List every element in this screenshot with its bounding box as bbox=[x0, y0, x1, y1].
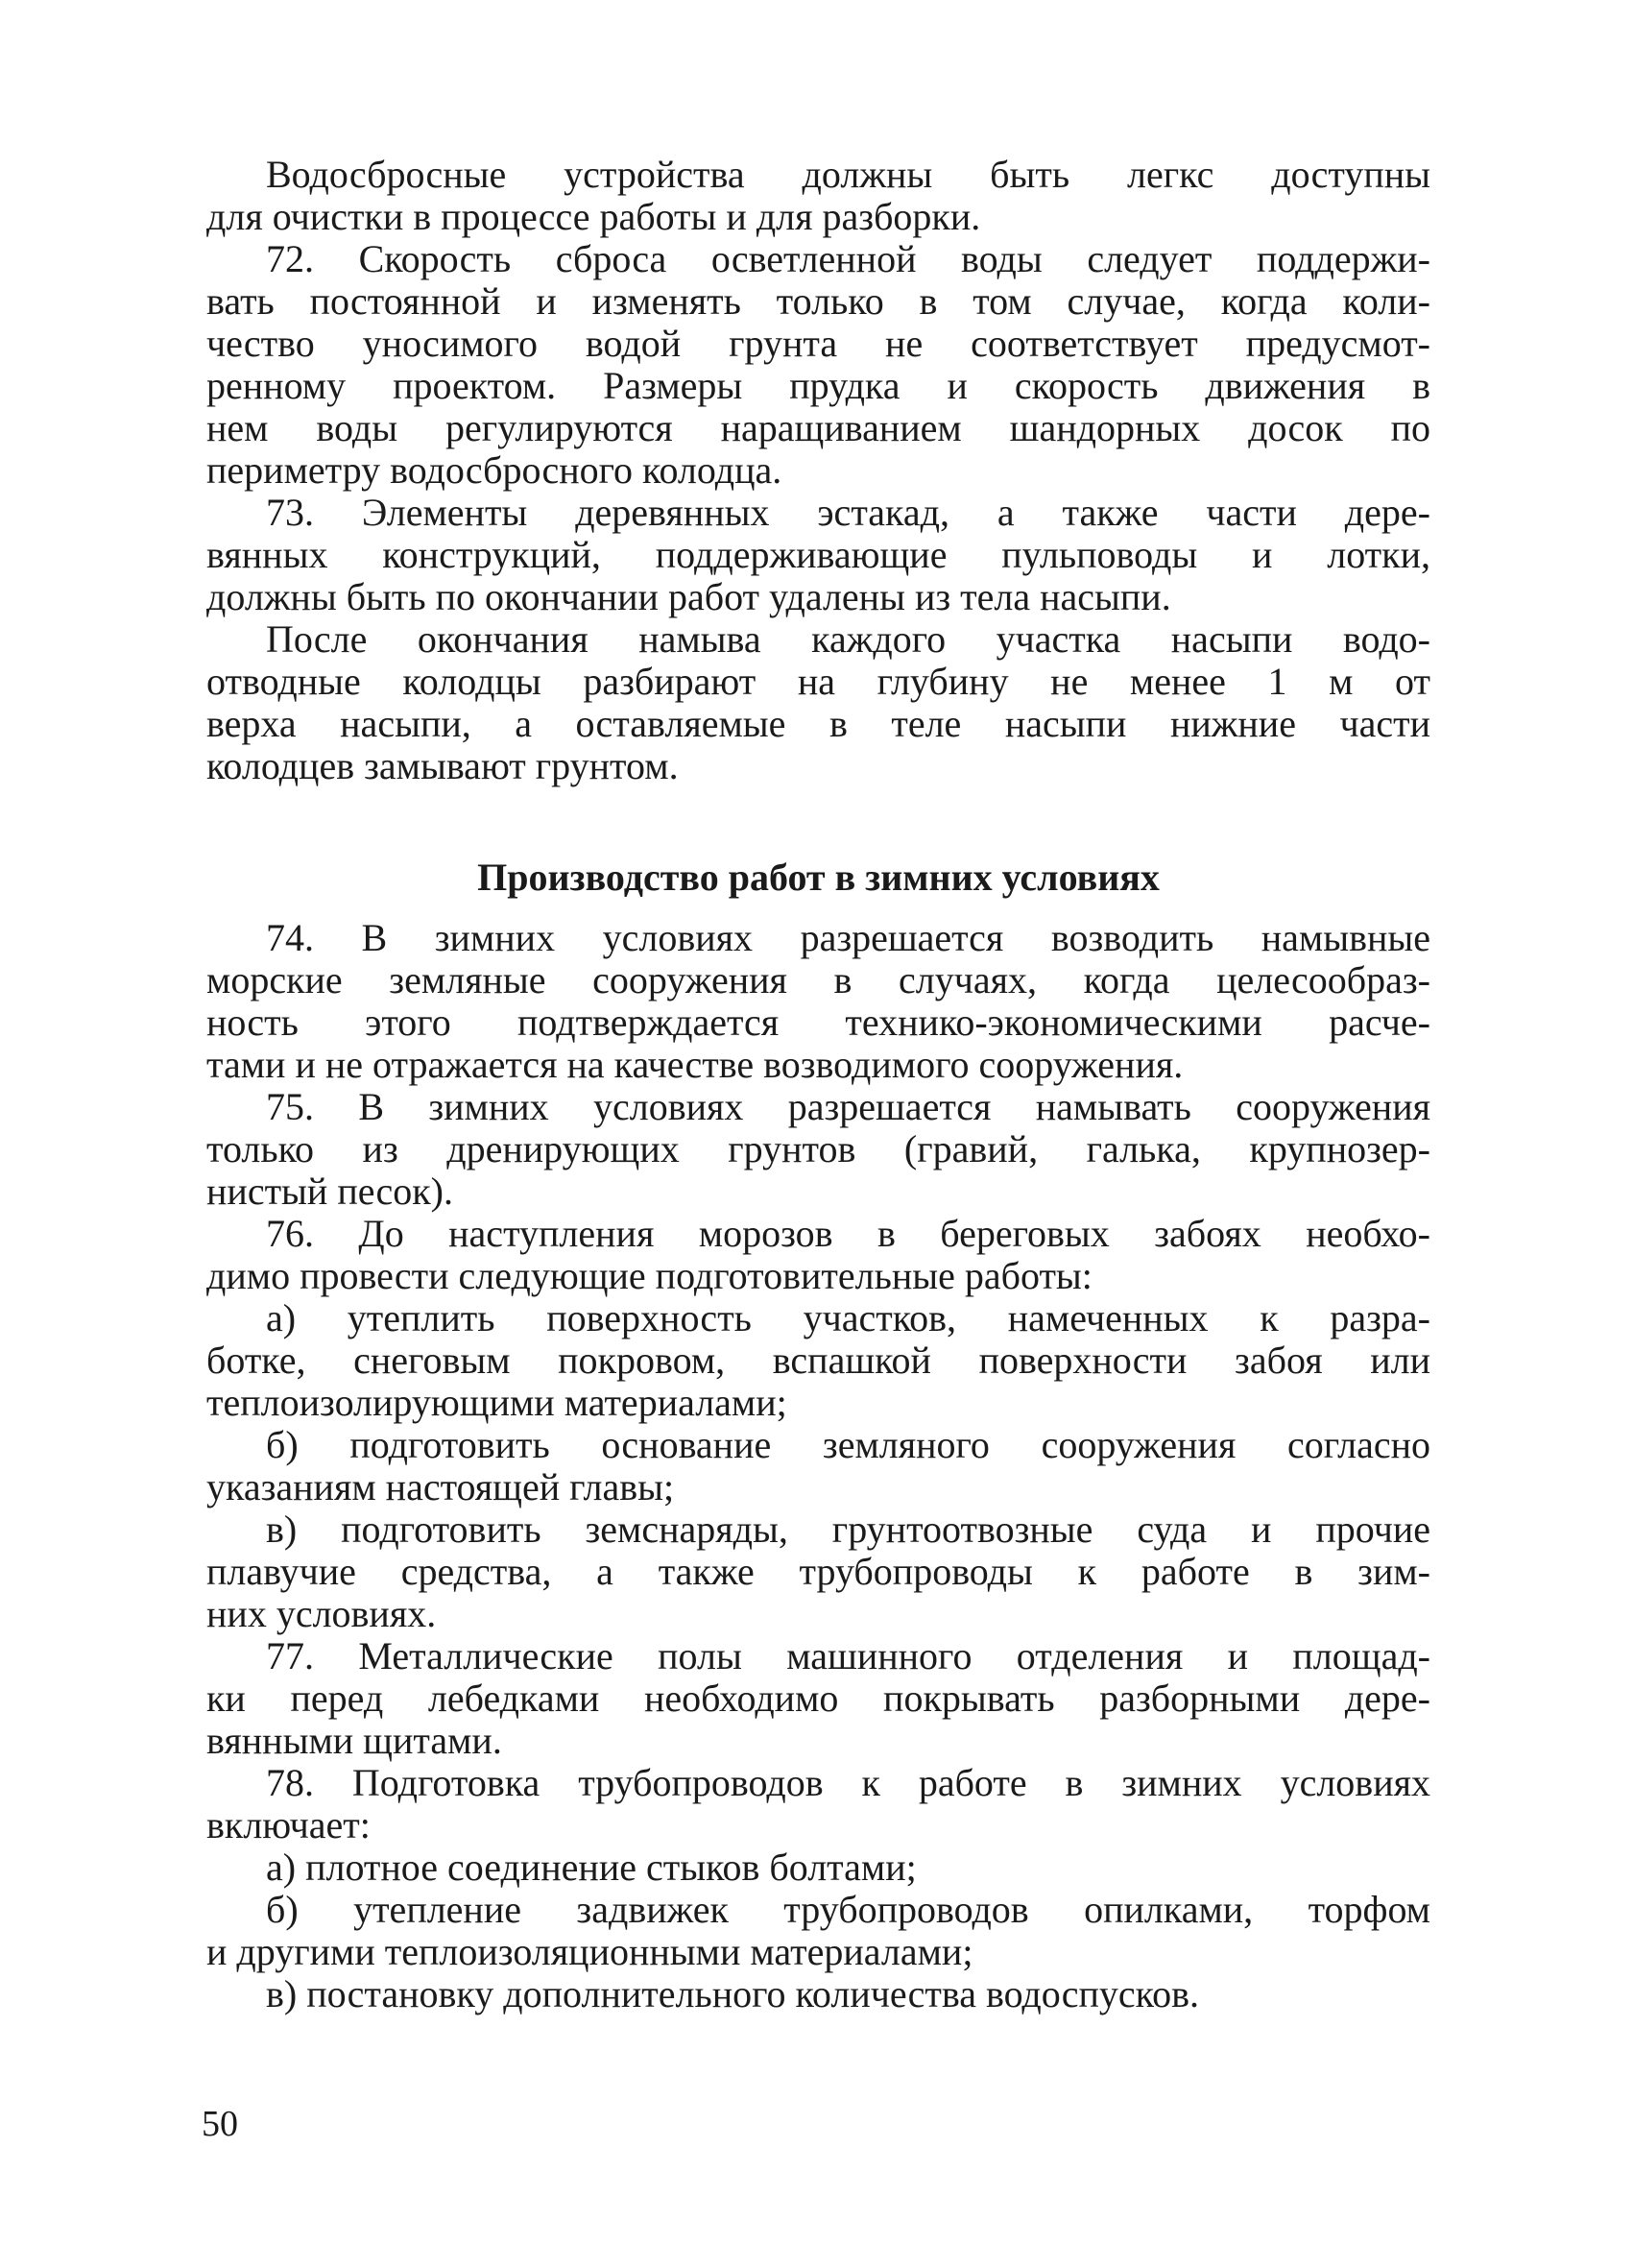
text-line: нистый песок). bbox=[206, 1170, 453, 1213]
text-line: нем воды регулируются наращиванием шандорных досок по bbox=[206, 406, 1430, 449]
text-line: 72. Скорость сброса осветленной воды следует поддержи- bbox=[266, 237, 1430, 280]
text-line: б) утепление задвижек трубопроводов опилками, торфом bbox=[266, 1888, 1430, 1931]
text-line: 78. Подготовка трубопроводов к работе в зимних условиях bbox=[266, 1761, 1430, 1804]
text-line: морские земляные сооружения в случаях, когда целесообраз- bbox=[206, 958, 1430, 1001]
text-line: чество уносимого водой грунта не соответствует предусмот- bbox=[206, 322, 1430, 365]
text-line: 73. Элементы деревянных эстакад, а также части дере- bbox=[266, 491, 1430, 534]
text-line: вянных конструкций, поддерживающие пульповоды и лотки, bbox=[206, 533, 1430, 576]
text-line: а) утеплить поверхность участков, намеченных к разра- bbox=[266, 1296, 1430, 1339]
text-line: тами и не отражается на качестве возводимого сооружения. bbox=[206, 1043, 1184, 1086]
text-line: только из дренирующих грунтов (гравий, галька, крупнозер- bbox=[206, 1127, 1430, 1170]
text-line: должны быть по окончании работ удалены из тела насыпи. bbox=[206, 575, 1171, 618]
text-line: вать постоянной и изменять только в том случае, когда коли- bbox=[206, 279, 1430, 323]
text-line: 76. До наступления морозов в береговых забоях необхо- bbox=[266, 1212, 1430, 1255]
text-line: плавучие средства, а также трубопроводы к работе в зим- bbox=[206, 1550, 1430, 1593]
text-line: б) подготовить основание земляного сооружения согласно bbox=[266, 1423, 1430, 1466]
text-line: ность этого подтверждается технико-экономическими расче- bbox=[206, 1001, 1430, 1044]
text-line: 75. В зимних условиях разрешается намывать сооружения bbox=[266, 1085, 1430, 1128]
text-block-bottom bbox=[206, 917, 1430, 2015]
page-number: 50 bbox=[202, 2104, 238, 2144]
text-line: ботке, снеговым покровом, вспашкой поверхности забоя или bbox=[206, 1339, 1430, 1382]
section-title: Производство работ в зимних условиях bbox=[477, 856, 1160, 899]
text-line: вянными щитами. bbox=[206, 1719, 502, 1762]
text-line: а) плотное соединение стыков болтами; bbox=[266, 1846, 917, 1889]
text-line: в) постановку дополнительного количества водоспусков. bbox=[266, 1972, 1199, 2015]
text-line: периметру водосбросного колодца. bbox=[206, 448, 782, 492]
text-line: теплоизолирующими материалами; bbox=[206, 1381, 787, 1424]
text-line: ки перед лебедками необходимо покрывать разборными дере- bbox=[206, 1677, 1430, 1720]
text-line: колодцев замывают грунтом. bbox=[206, 744, 679, 787]
text-line: отводные колодцы разбирают на глубину не менее 1 м от bbox=[206, 660, 1430, 703]
text-line: верха насыпи, а оставляемые в теле насыпи нижние части bbox=[206, 702, 1430, 745]
text-line: в) подготовить земснаряды, грунтоотвозные суда и прочие bbox=[266, 1508, 1430, 1551]
text-line: ренному проектом. Размеры прудка и скорость движения в bbox=[206, 364, 1430, 407]
text-line: Водосбросные устройства должны быть легкс доступны bbox=[266, 153, 1430, 196]
text-line: них условиях. bbox=[206, 1592, 437, 1635]
text-line: для очистки в процессе работы и для разборки. bbox=[206, 195, 981, 238]
text-line: димо провести следующие подготовительные работы: bbox=[206, 1254, 1093, 1297]
text-line: и другими теплоизоляционными материалами; bbox=[206, 1930, 973, 1973]
text-line: указаниям настоящей главы; bbox=[206, 1465, 675, 1508]
text-line: включает: bbox=[206, 1803, 371, 1846]
text-line: 77. Металлические полы машинного отделения и площад- bbox=[266, 1634, 1430, 1677]
text-line: 74. В зимних условиях разрешается возводить намывные bbox=[266, 916, 1430, 959]
text-block-top bbox=[206, 154, 1430, 787]
text-line: После окончания намыва каждого участка насыпи водо- bbox=[266, 617, 1430, 661]
